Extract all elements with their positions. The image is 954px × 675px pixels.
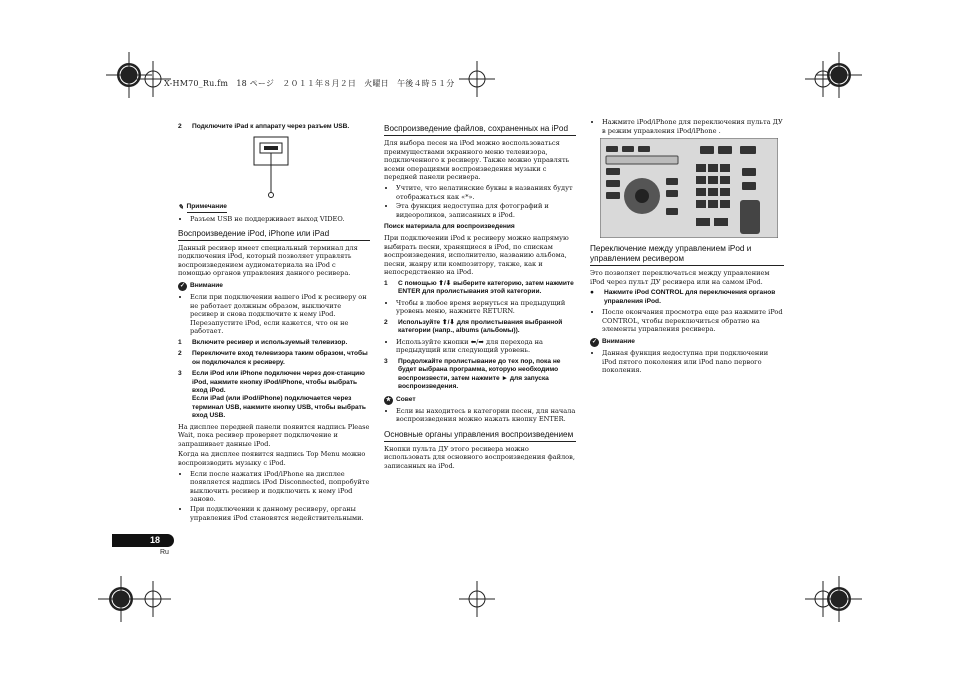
bullet-switch-back: • После окончания просмотра еще раз нажмите iPod CONTROL, чтобы переключиться обратно на элементы управления ресивера.: [602, 308, 784, 334]
print-header: X-HM70_Ru.fm 18 ページ ２０１１年８月２日 火曜日 午後４時５１分: [164, 79, 455, 88]
bullet-return: • Чтобы в любое время вернуться на предыдущий уровень меню, нажмите RETURN.: [396, 299, 576, 316]
section-title-ipod: Воспроизведение iPod, iPhone или iPad: [178, 229, 370, 241]
remote-control-illustration: [600, 138, 778, 238]
playback-intro: Для выбора песен на iPod можно воспользоваться преимуществами экранного меню телевизора, подключенного к ресиверу. Также можно управлять всеми операциями воспроизведения музыки с передней панели ресивера.: [384, 139, 570, 182]
caution-item-2: • Данная функция недоступна при подключении iPod пятого поколения или iPod nano первого поколения.: [602, 349, 784, 375]
column-3: [590, 118, 784, 378]
section-title-controls: Основные органы управления воспроизведением: [384, 430, 576, 442]
page-number: 18: [150, 535, 161, 545]
bullet-photos: • Эта функция недоступна для фотографий и видеороликов, записанных в iPod.: [396, 202, 576, 219]
caution-item: • Если при подключении вашего iPod к ресиверу он не работает должным образом, выключите ресивер и снова подключите к нему iPod. Перезапустите iPod, если кажется, что он не работает.: [190, 293, 370, 336]
caution-icon: ✓: [179, 282, 186, 289]
registration-mark-top-right: [816, 52, 862, 98]
crosshair-mark-bottom-1: [130, 576, 176, 622]
bullet-levels: • Используйте кнопки ⬅/➡ для перехода на предыдущий или следующий уровень.: [396, 338, 576, 355]
usb-connector-illustration: [238, 133, 308, 199]
step-1-select: 1 С помощью ⬆/⬇ выберите категорию, затем нажмите ENTER для пролистывания этой категории.: [384, 279, 574, 296]
paragraph-please-wait: На дисплее передней панели появится надпись Please Wait, пока ресивер проверяет подключение и запрашивает данные iPod.: [178, 422, 370, 448]
tip-icon: ★: [385, 396, 392, 403]
paragraph-top-menu: Когда на дисплее появится надпись Top Menu можно воспроизводить музыку с iPod.: [178, 450, 366, 467]
caution-heading-2: ✓ Внимание: [591, 338, 635, 346]
step-1: 1 Включите ресивер и используемый телевизор.: [178, 338, 348, 346]
bullet-nonlatin: • Учтите, что нелатинские буквы в названиях будут отображаться как «*».: [396, 184, 576, 201]
section-title-playback: Воспроизведение файлов, сохраненных на iPod: [384, 124, 576, 136]
step-2: 2 Переключите вход телевизора таким образом, чтобы он подключался к ресиверу.: [178, 350, 368, 366]
page-language: Ru: [160, 549, 169, 556]
step-2-usb: 2 Подключите iPad к аппарату через разъем USB.: [178, 123, 350, 130]
caution-icon: ✓: [591, 338, 598, 345]
section-title-switch: Переключение между управлением iPod и управлением ресивером: [590, 244, 784, 266]
bullet-press-ipod: • Нажмите iPod/iPhone для переключения пульта ДУ в режим управления iPod/iPhone .: [602, 118, 784, 135]
step-ipod-control: ● Нажмите iPod CONTROL для переключения органов управления iPod.: [590, 289, 776, 305]
tip-heading: ★ Совет: [385, 395, 416, 403]
column-2: [384, 124, 576, 473]
step-2-scroll: 2 Используйте ⬆/⬇ для пролистывания выбранной категории (напр., albums (альбомы)).: [384, 318, 563, 335]
note-heading: ✎ Примечание: [178, 203, 370, 213]
switch-text: Это позволяет переключаться между управлением iPod через пульт ДУ ресивера или на самом iPod.: [590, 269, 770, 286]
tip-item: • Если вы находитесь в категории песен, для начала воспроизведения можно нажать кнопку ENTER.: [396, 407, 576, 424]
intro-text: Данный ресивер имеет специальный терминал для подключения iPod, который позволяет управлять воспроизведением аудиоматериала на iPod с помощью органов управления данного ресивера.: [178, 243, 358, 278]
search-text: При подключении iPod к ресиверу можно напрямую выбирать песни, хранящиеся в iPod, по спискам воспроизведения, исполнителю, названию альбома, песни, жанру или композитору, также, как и непосредственно на iPod.: [384, 233, 569, 277]
search-heading: Поиск материала для воспроизведения: [384, 223, 515, 231]
column-1: [178, 120, 370, 525]
crosshair-mark-bottom-2: [454, 576, 500, 622]
note-item: • Разъем USB не поддерживает выход VIDEO.: [190, 215, 370, 224]
step-3: 3 Если iPod или iPhone подключен через док-станцию iPod, нажмите кнопку iPod/iPhone, чтобы выбрать вход iPod. Если iPad (или iPod/iPhone) подключается через терминал USB, нажмите кнопку USB, чтобы выбрать вход USB.: [178, 370, 366, 420]
page-number-tab: [112, 534, 174, 547]
bullet-disconnected: • Если после нажатия iPod/iPhone на дисплее появляется надпись iPod Disconnected, попробуйте выключить ресивер и подключить к нему iPod заново.: [190, 470, 370, 504]
registration-mark-bottom-right: [816, 576, 862, 622]
bullet-controls-disabled: • При подключении к данному ресиверу, органы управления iPod становятся недействительными.: [190, 505, 370, 522]
crosshair-mark-top-2: [454, 56, 500, 102]
controls-text: Кнопки пульта ДУ этого ресивера можно использовать для основного воспроизведения файлов, записанных на iPod.: [384, 444, 575, 470]
caution-heading: ✓ Внимание: [179, 282, 223, 290]
step-3-play: 3 Продолжайте пролистывание до тех пор, пока не будет выбрана программа, которую необходимо воспроизвести, затем нажмите ► для запуска воспроизведения.: [384, 357, 561, 391]
